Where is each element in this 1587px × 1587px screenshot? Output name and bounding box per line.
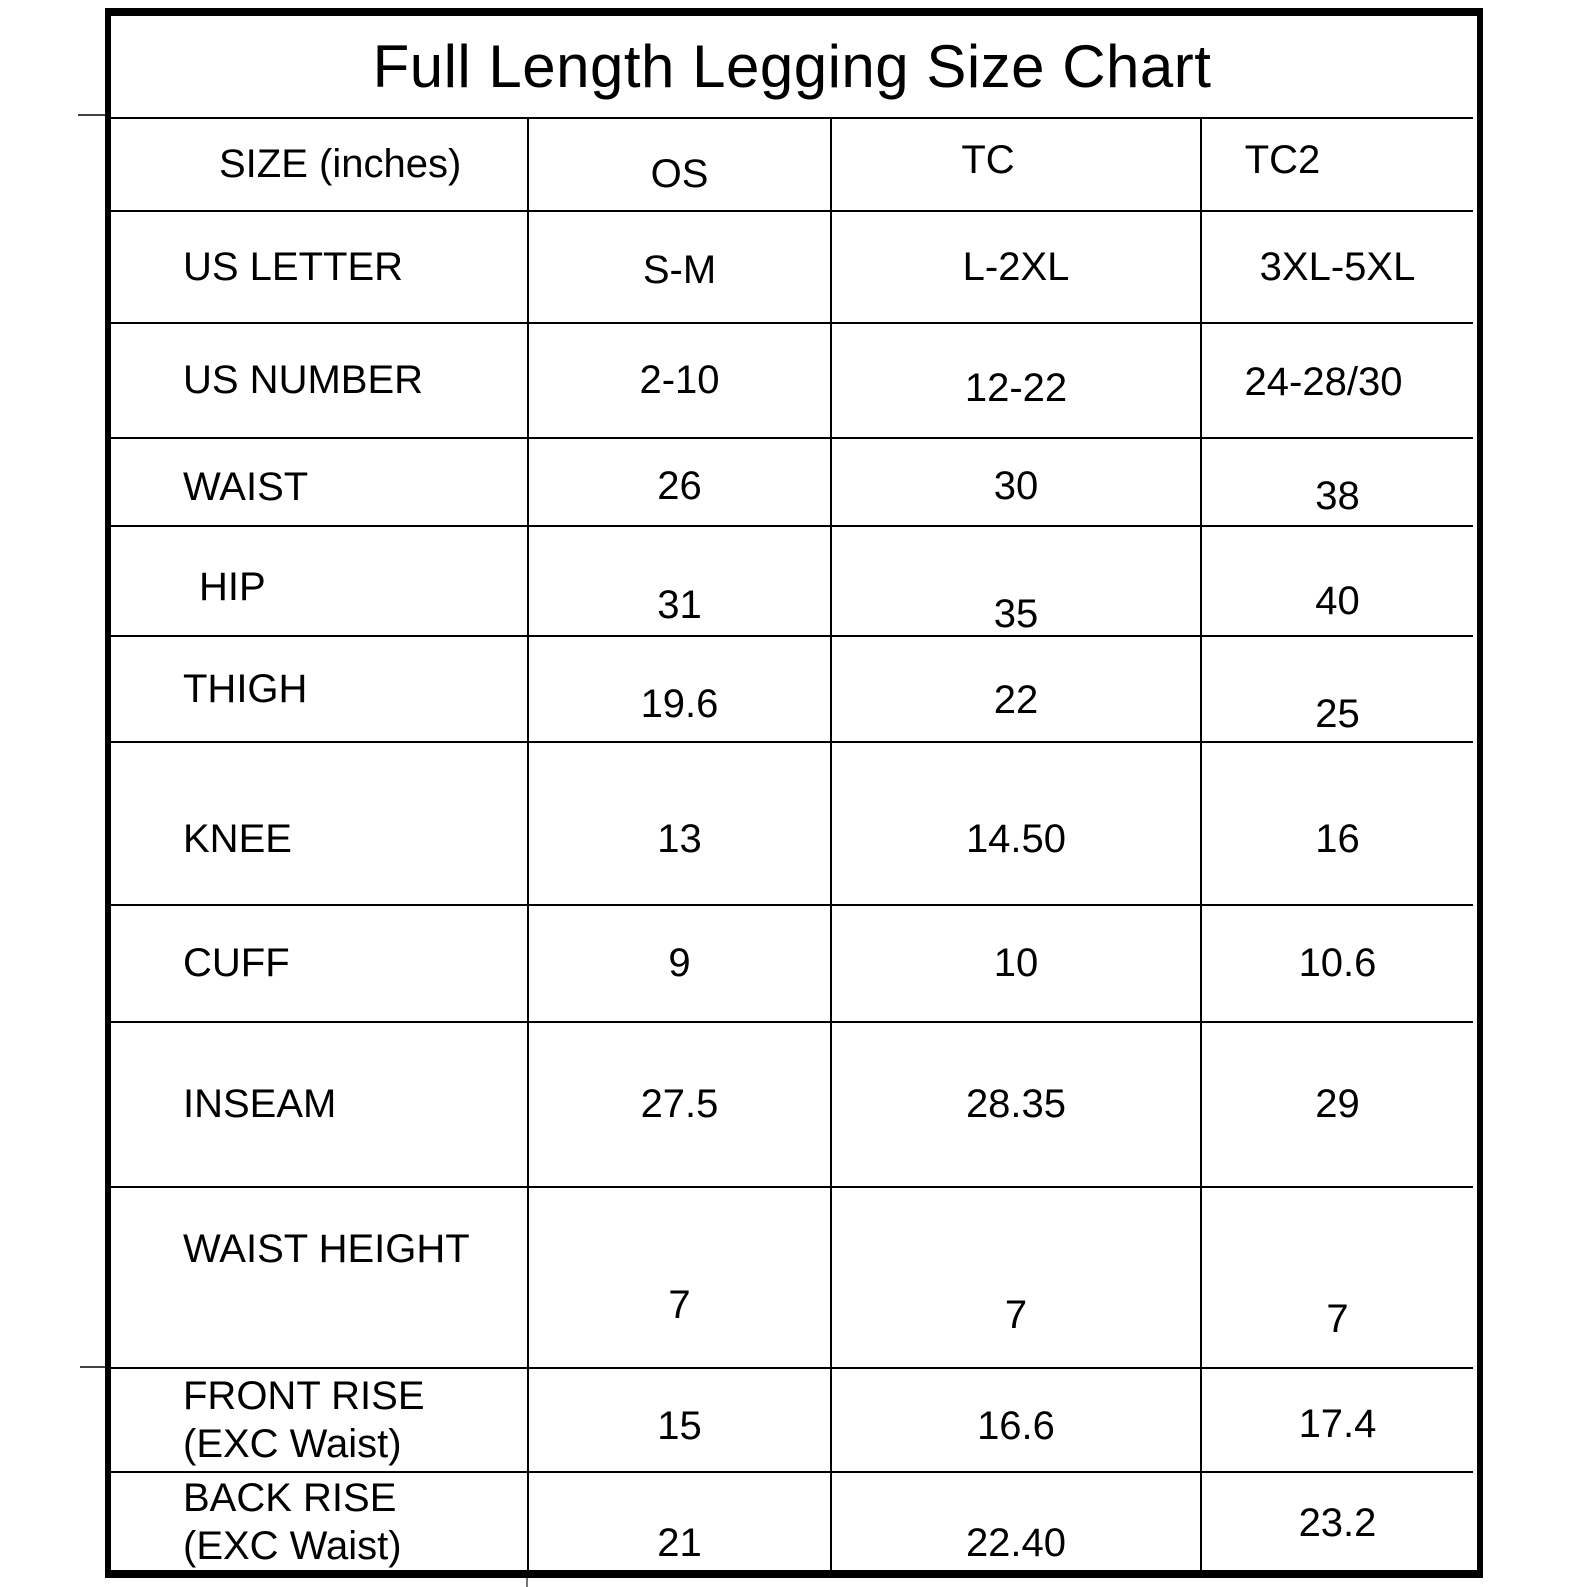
row-label-us-letter <box>111 210 527 322</box>
cell-thigh-os-text: 19.6 <box>640 681 719 726</box>
cell-waist-tc2-text: 38 <box>1315 473 1360 518</box>
cell-us-letter-tc2-text: 3XL-5XL <box>1259 244 1416 289</box>
cell-cuff-tc-text: 10 <box>993 941 1039 985</box>
cell-back-rise-os-text: 21 <box>657 1521 702 1565</box>
header-col-tc2 <box>1200 117 1473 210</box>
row-label-back-rise-line2: (EXC Waist) <box>183 1523 402 1568</box>
cell-thigh-tc2-text: 25 <box>1315 691 1360 736</box>
cell-thigh-tc <box>830 635 1200 741</box>
header-size-label-text: SIZE (inches) <box>219 142 462 186</box>
cell-cuff-tc <box>830 904 1200 1021</box>
cell-back-rise-tc-text: 22.40 <box>965 1521 1067 1565</box>
cell-us-number-tc-text: 12-22 <box>964 366 1068 410</box>
row-label-inseam <box>111 1021 527 1186</box>
cell-thigh-os <box>527 635 830 741</box>
cell-hip-tc <box>830 525 1200 635</box>
cell-hip-os <box>527 525 830 635</box>
cell-thigh-tc-text: 22 <box>993 677 1039 722</box>
row-label-back-rise <box>111 1471 527 1570</box>
cell-us-number-os-text: 2-10 <box>639 358 720 402</box>
chart-title: Full Length Legging Size Chart <box>372 33 1212 100</box>
cell-hip-tc2-text: 40 <box>1315 578 1360 623</box>
scan-tick-left-bottom <box>80 1366 105 1368</box>
row-label-hip <box>111 525 527 635</box>
row-label-us-number <box>111 322 527 437</box>
cell-waist-os <box>527 437 830 525</box>
cell-back-rise-tc <box>830 1471 1200 1570</box>
cell-inseam-os-text: 27.5 <box>640 1082 719 1126</box>
cell-hip-tc-text: 35 <box>993 591 1039 636</box>
cell-cuff-tc2 <box>1200 904 1473 1021</box>
cell-knee-tc2-text: 16 <box>1315 817 1360 861</box>
cell-knee-os-text: 13 <box>657 817 702 861</box>
row-label-us-letter-text: US LETTER <box>183 244 404 289</box>
header-col-tc2-text: TC2 <box>1244 138 1321 182</box>
cell-front-rise-tc2 <box>1200 1367 1473 1471</box>
cell-waist-height-os-text: 7 <box>668 1283 691 1327</box>
scan-tick-left-top <box>78 114 105 116</box>
cell-back-rise-os <box>527 1471 830 1570</box>
row-label-waist-height-text: WAIST HEIGHT <box>183 1227 470 1271</box>
cell-front-rise-os-text: 15 <box>657 1403 702 1448</box>
row-label-knee-text: KNEE <box>183 817 292 861</box>
row-label-waist-height <box>111 1186 527 1367</box>
cell-back-rise-tc2 <box>1200 1471 1473 1570</box>
row-label-us-number-text: US NUMBER <box>183 358 424 402</box>
header-col-tc-text: TC <box>961 138 1015 182</box>
size-chart-table <box>105 8 1483 1578</box>
row-label-back-rise-line1: BACK RISE <box>183 1475 397 1520</box>
cell-inseam-tc <box>830 1021 1200 1186</box>
cell-inseam-os <box>527 1021 830 1186</box>
cell-front-rise-tc-text: 16.6 <box>977 1403 1055 1448</box>
row-label-cuff <box>111 904 527 1021</box>
cell-waist-tc2 <box>1200 437 1473 525</box>
row-label-waist-text: WAIST <box>183 464 309 509</box>
cell-knee-os <box>527 741 830 904</box>
cell-us-letter-tc-text: L-2XL <box>962 244 1070 289</box>
cell-hip-tc2 <box>1200 525 1473 635</box>
cell-waist-height-tc <box>830 1186 1200 1367</box>
row-label-thigh <box>111 635 527 741</box>
row-label-front-rise <box>111 1367 527 1471</box>
cell-us-letter-os <box>527 210 830 322</box>
cell-us-letter-tc2 <box>1200 210 1473 322</box>
header-col-os-text: OS <box>650 152 709 196</box>
cell-waist-os-text: 26 <box>657 463 702 508</box>
cell-front-rise-os <box>527 1367 830 1471</box>
cell-back-rise-tc2-text: 23.2 <box>1298 1501 1377 1545</box>
cell-inseam-tc-text: 28.35 <box>965 1082 1067 1126</box>
cell-us-letter-os-text: S-M <box>642 247 717 292</box>
cell-hip-os-text: 31 <box>657 582 702 627</box>
cell-knee-tc-text: 14.50 <box>965 817 1067 861</box>
cell-waist-tc <box>830 437 1200 525</box>
row-label-front-rise-line1: FRONT RISE <box>183 1374 425 1418</box>
cell-cuff-os <box>527 904 830 1021</box>
cell-front-rise-tc2-text: 17.4 <box>1298 1401 1377 1446</box>
cell-waist-height-tc2 <box>1200 1186 1473 1367</box>
cell-cuff-os-text: 9 <box>668 941 691 985</box>
cell-cuff-tc2-text: 10.6 <box>1298 941 1377 985</box>
row-label-knee <box>111 741 527 904</box>
row-label-inseam-text: INSEAM <box>183 1082 337 1126</box>
cell-knee-tc <box>830 741 1200 904</box>
cell-us-number-os <box>527 322 830 437</box>
cell-us-number-tc <box>830 322 1200 437</box>
cell-inseam-tc2-text: 29 <box>1315 1082 1360 1126</box>
row-label-hip-text: HIP <box>199 564 266 609</box>
cell-waist-tc-text: 30 <box>993 463 1039 508</box>
cell-us-number-tc2 <box>1200 322 1473 437</box>
row-label-thigh-text: THIGH <box>183 666 308 711</box>
cell-front-rise-tc <box>830 1367 1200 1471</box>
header-size-label <box>111 117 527 210</box>
row-label-waist <box>111 437 527 525</box>
cell-knee-tc2 <box>1200 741 1473 904</box>
cell-us-number-tc2-text: 24-28/30 <box>1244 360 1403 404</box>
cell-thigh-tc2 <box>1200 635 1473 741</box>
header-col-os <box>527 117 830 210</box>
cell-waist-height-tc-text: 7 <box>1004 1293 1028 1337</box>
cell-waist-height-os <box>527 1186 830 1367</box>
cell-waist-height-tc2-text: 7 <box>1326 1297 1349 1341</box>
row-label-front-rise-line2: (EXC Waist) <box>183 1422 402 1466</box>
cell-inseam-tc2 <box>1200 1021 1473 1186</box>
header-col-tc <box>830 117 1200 210</box>
scan-stub-bottom <box>526 1578 528 1587</box>
row-label-cuff-text: CUFF <box>183 941 290 985</box>
cell-us-letter-tc <box>830 210 1200 322</box>
